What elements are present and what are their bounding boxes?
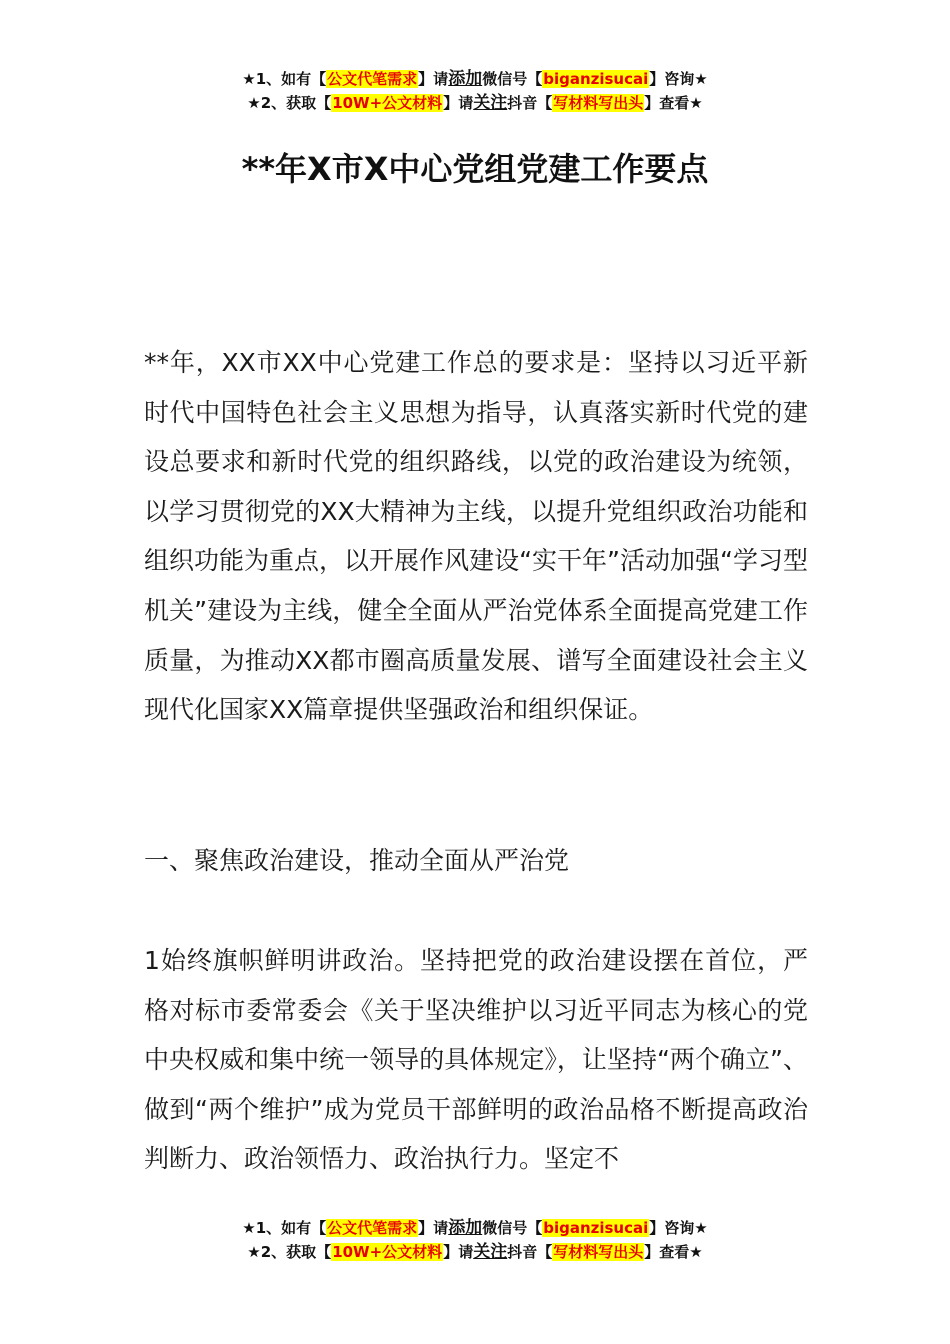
banner-highlight: 公文代笔需求 (327, 70, 418, 88)
banner-line-2: ★2、获取【10W+公文材料】请关注抖音【写材料写出头】查看★ (247, 1242, 703, 1262)
banner-wechat-id: biganzisucai (543, 1219, 649, 1237)
banner-wechat-id: biganzisucai (543, 70, 649, 88)
document-title: **年X市X中心党组党建工作要点 (241, 150, 709, 188)
banner-line-1: ★1、如有【公文代笔需求】请添加微信号【biganzisucai】咨询★ (242, 69, 708, 89)
header-banner (0, 67, 950, 115)
banner-douyin-id: 写材料写出头 (553, 1243, 644, 1261)
section-heading: 一、聚焦政治建设，推动全面从严治党 (144, 846, 570, 875)
section-paragraph: 1始终旗帜鲜明讲政治。坚持把党的政治建设摆在首位，严格对标市委常委会《关于坚决维护以习近平同志为核心的党中央权威和集中统一领导的具体规定》，让坚持“两个确立”、做到“两个维护”成为党员干部鲜明的政治品格不断提高政治判断力、政治领悟力、政治执行力。坚定不 (144, 946, 808, 1174)
footer-banner (0, 1216, 950, 1264)
banner-douyin-id: 写材料写出头 (553, 94, 644, 112)
banner-line-1: ★1、如有【公文代笔需求】请添加微信号【biganzisucai】咨询★ (242, 1218, 708, 1238)
banner-highlight: 10W+公文材料 (332, 1243, 443, 1261)
banner-highlight: 10W+公文材料 (332, 94, 443, 112)
banner-line-2: ★2、获取【10W+公文材料】请关注抖音【写材料写出头】查看★ (247, 93, 703, 113)
banner-highlight: 公文代笔需求 (327, 1219, 418, 1237)
intro-paragraph: **年，XX市XX中心党建工作总的要求是：坚持以习近平新时代中国特色社会主义思想为指导，认真落实新时代党的建设总要求和新时代党的组织路线，以党的政治建设为统领，以学习贯彻党的XX大精神为主线，以提升党组织政治功能和组织功能为重点，以开展作风建设“实干年”活动加强“学习型机关”建设为主线，健全全面从严治党体系全面提高党建工作质量，为推动XX都市圈高质量发展、谱写全面建设社会主义现代化国家XX篇章提供坚强政治和组织保证。 (144, 348, 808, 725)
